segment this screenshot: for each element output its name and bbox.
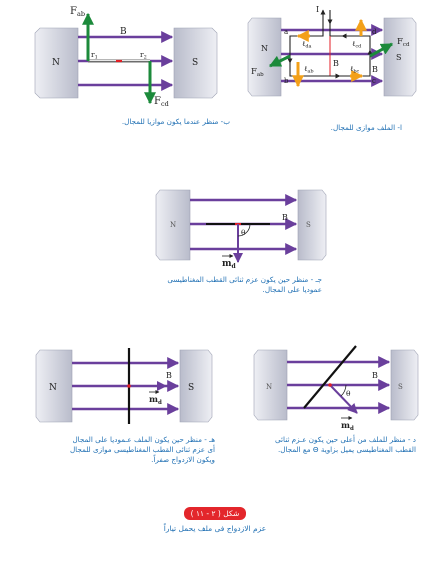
coil-edge [304, 346, 356, 408]
label-moment: $m_d$ [222, 259, 236, 270]
figure-caption: عزم الازدواج فى ملف يحمل تياراً [163, 524, 267, 533]
panel-d [254, 346, 418, 432]
label-f-cd: $F_{cd}$ [154, 96, 169, 108]
label-f-cd: $F_{cd}$ [397, 37, 410, 48]
panel-e [36, 348, 212, 424]
label-field: B [372, 65, 378, 74]
panel-c [156, 190, 326, 270]
label-l-ab: ℓ$_{ab}$ [304, 65, 314, 75]
coil-center [127, 384, 131, 388]
label-field: B [282, 213, 288, 222]
panel-b [35, 6, 217, 108]
panel-a [248, 5, 416, 96]
label-field: B [372, 371, 378, 380]
label-r1: $r_1$ [91, 50, 98, 61]
label-theta: θ [241, 228, 246, 237]
label-field: B [120, 27, 127, 37]
label-south: S [306, 221, 311, 229]
label-moment: $m_d$ [149, 395, 162, 406]
label-l-bc: ℓ$_{bc}$ [350, 65, 360, 75]
label-theta: θ [346, 389, 351, 398]
label-l-cd: ℓ$_{cd}$ [352, 40, 362, 50]
label-south: S [398, 383, 403, 391]
pole-south [180, 350, 212, 422]
label-north: N [266, 383, 273, 391]
label-f-ab: $F_{ab}$ [251, 67, 264, 78]
pole-south [298, 190, 326, 260]
label-field: B [333, 59, 339, 68]
label-moment: $m_d$ [341, 421, 354, 432]
label-l-da: ℓ$_{da}$ [302, 40, 312, 50]
label-f-ab: $F_{ab}$ [70, 6, 85, 18]
label-corner-c: c [372, 77, 376, 85]
caption-e: هـ - منظر حين يكون الملف عـموديا على المجال أى عزم ثنائى القطب المغناطيسى موازى للمجال ويكون الازدواج صفراً. [69, 435, 215, 464]
caption-b: ب- منظر عندما يكون موازيا للمجال. [121, 117, 230, 126]
label-south: S [192, 58, 199, 68]
label-r2: $r_2$ [140, 50, 147, 61]
label-field: B [166, 371, 172, 380]
label-north: N [49, 383, 57, 393]
figure-number-badge: شكل ( ٢ - ١١ ) [184, 507, 246, 520]
label-north: N [170, 221, 177, 229]
label-corner-b: b [284, 77, 289, 85]
label-south: S [188, 383, 195, 393]
label-corner-d: d [372, 28, 377, 36]
coil-center [328, 383, 332, 387]
pole-north [248, 18, 281, 96]
label-corner-a: a [284, 28, 289, 36]
label-north: N [261, 44, 268, 53]
pole-south [391, 350, 418, 420]
label-south: S [396, 53, 402, 62]
caption-a: ا- الملف موازى للمجال. [330, 123, 402, 132]
label-north: N [52, 58, 60, 68]
label-current: I [316, 5, 320, 14]
caption-d: د - منظر للملف من أعلى حين يكون عـزم ثنائى القطب المغناطيسى يميل بزاوية Θ مع المجال. [275, 435, 416, 454]
caption-c: جـ - منظر حين يكون عزم ثنائى القطب المغناطيسى عموديا على المجال. [167, 275, 322, 294]
